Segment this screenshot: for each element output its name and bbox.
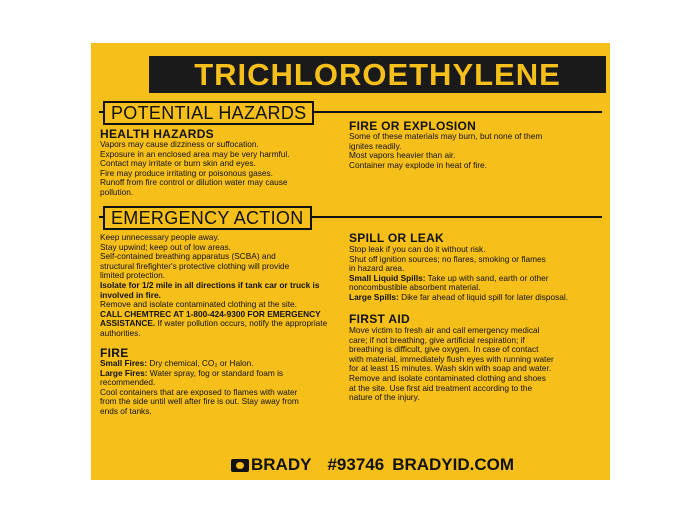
fire-explosion-text: Some of these materials may burn, but none of them ignites readily. Most vapors heavier than air. Container may explode in heat of fire. [349, 131, 543, 170]
first-aid-text: Move victim to fresh air and call emergency medical care; if not breathing, give artificial respiration; if breathing is difficult, give oxygen. In case of contact with material, immediately flush eyes with running water for at least 15 minutes. Wash skin with soap and water. Remove and isolate contaminated clothing and shoes at the site. Use first aid treatment according to the nature of the injury. [349, 325, 554, 403]
chemical-title: TRICHLOROETHYLENE [149, 56, 606, 93]
brand-name: BRADY [251, 455, 312, 474]
part-number: #93746 [327, 455, 385, 474]
health-hazards-text: Vapors may cause dizziness or suffocation. Exposure in an enclosed area may be very harmful. Contact may irritate or burn skin and eyes. Fire may produce irritating or poisonous gases. Runoff from fire control or dilution water may cause pollution. [100, 139, 290, 197]
potential-hazards-heading: POTENTIAL HAZARDS [103, 101, 314, 125]
brady-logo [231, 455, 319, 475]
fire-text: Small Fires: Dry chemical, CO₂ or Halon. Large Fires: Water spray, fog or standard foam is recommended. Cool containers that are exposed to flames with water from the side until well after fire is out. Stay away from ends of tanks. [100, 358, 299, 416]
fire-explosion-heading: FIRE OR EXPLOSION [349, 119, 477, 133]
footer [231, 455, 522, 475]
website: BRADYID.COM [392, 455, 515, 474]
emergency-action-text: Keep unnecessary people away. Stay upwind; keep out of low areas. Self-contained breathing apparatus (SCBA) and structural firefighter's protective clothing will provide limited protection. Isolate for 1/2 mile in all directions if tank car or truck is involved in fire. Remove and isolate contaminated clothing at the site. CALL CHEMTREC AT 1-800-424-9300 FOR EMERGENCY ASSISTANCE. If water pollution occurs, notify the appropriate authorities. [100, 232, 328, 338]
brady-logo-icon [231, 459, 249, 472]
fire-heading: FIRE [100, 346, 129, 360]
spill-leak-text: Stop leak if you can do it without risk. Shut off ignition sources; no flares, smoking or flames in hazard area. Small Liquid Spills: Take up with sand, earth or other noncombustible absorbent material. Large Spills: Dike far ahead of liquid spill for later disposal. [349, 244, 569, 302]
first-aid-heading: FIRST AID [349, 312, 410, 326]
emergency-action-heading: EMERGENCY ACTION [103, 206, 312, 230]
safety-label [91, 43, 610, 480]
health-hazards-heading: HEALTH HAZARDS [100, 127, 214, 141]
spill-leak-heading: SPILL OR LEAK [349, 231, 445, 245]
